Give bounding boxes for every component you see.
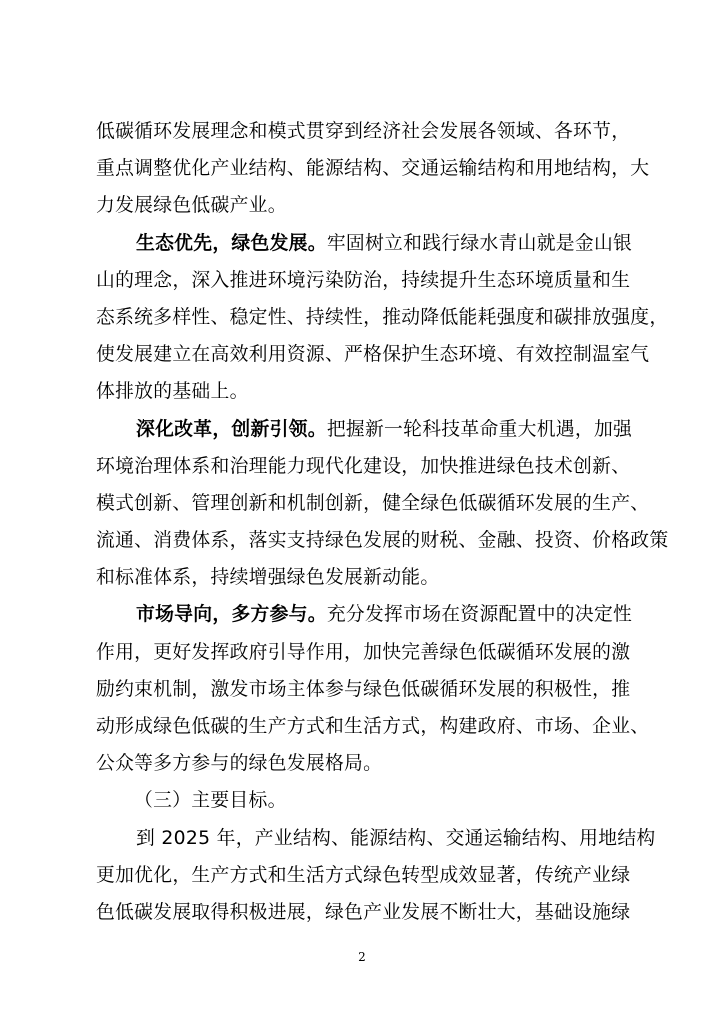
- principle-heading-reform: 深化改革，创新引领。: [136, 418, 327, 440]
- line-text: 公众等多方参与的绿色发展格局。: [96, 753, 383, 775]
- text-line: [96, 522, 669, 559]
- text-line: [96, 485, 656, 522]
- line-text: 和标准体系，持续增强绿色发展新动能。: [96, 567, 440, 589]
- paragraph-reform-first-line: [96, 411, 656, 448]
- text-line: [96, 894, 656, 931]
- text-line: [96, 634, 656, 671]
- line-text: 把握新一轮科技革命重大机遇，加强: [326, 418, 633, 440]
- principle-heading-ecology: 生态优先，绿色发展。: [136, 232, 327, 254]
- line-text: 更加优化，生产方式和生活方式绿色转型成效显著，传统产业绿: [96, 864, 631, 886]
- text-line: [96, 187, 656, 224]
- text-line: [96, 671, 656, 708]
- line-text: 流通、消费体系，落实支持绿色发展的财税、金融、投资、价格政策: [96, 530, 669, 552]
- line-text: 励约束机制，激发市场主体参与绿色低碳循环发展的积极性，推: [96, 678, 631, 700]
- section-heading-text: （三）主要目标。: [134, 790, 287, 812]
- text-line: [96, 448, 656, 485]
- text-line: [96, 262, 656, 299]
- text-line: [96, 708, 656, 745]
- section-heading-main-targets: [96, 782, 656, 819]
- line-text: 作用，更好发挥政府引导作用，加快完善绿色低碳循环发展的激: [96, 641, 631, 663]
- text-line: [96, 299, 669, 336]
- line-text: 色低碳发展取得积极进展，绿色产业发展不断壮大，基础设施绿: [96, 901, 631, 923]
- text-line: [96, 857, 656, 894]
- line-text: 山的理念，深入推进环境污染防治，持续提升生态环境质量和生: [96, 269, 631, 291]
- paragraph-market-first-line: [96, 596, 656, 633]
- line-text: 使发展建立在高效利用资源、严格保护生态环境、有效控制温室气: [96, 344, 650, 366]
- line-text: 充分发挥市场在资源配置中的决定性: [326, 604, 633, 626]
- line-text: 态系统多样性、稳定性、持续性，推动降低能耗强度和碳排放强度，: [96, 306, 669, 328]
- line-text: 到 2025 年，产业结构、能源结构、交通运输结构、用地结构: [136, 827, 656, 849]
- line-text: 环境治理体系和治理能力现代化建设，加快推进绿色技术创新、: [96, 455, 631, 477]
- text-line: [96, 113, 656, 150]
- paragraph-targets-first-line: [96, 820, 656, 857]
- page-number: 2: [358, 950, 366, 964]
- principle-heading-market: 市场导向，多方参与。: [136, 604, 327, 626]
- text-line: [96, 745, 656, 782]
- line-text: 牢固树立和践行绿水青山就是金山银: [326, 232, 633, 254]
- line-text: 动形成绿色低碳的生产方式和生活方式，构建政府、市场、企业、: [96, 716, 650, 737]
- line-text: 力发展绿色低碳产业。: [96, 195, 287, 217]
- text-line: [96, 373, 656, 410]
- line-text: 重点调整优化产业结构、能源结构、交通运输结构和用地结构，大: [96, 158, 650, 180]
- line-text: 模式创新、管理创新和机制创新，健全绿色低碳循环发展的生产、: [96, 492, 650, 514]
- text-line: [96, 336, 656, 373]
- paragraph-ecology-first-line: [96, 225, 656, 262]
- line-text: 低碳循环发展理念和模式贯穿到经济社会发展各领域、各环节，: [96, 121, 631, 142]
- text-line: [96, 559, 656, 596]
- line-text: 体排放的基础上。: [96, 381, 249, 403]
- document-body: [96, 113, 669, 931]
- text-line: [96, 150, 656, 187]
